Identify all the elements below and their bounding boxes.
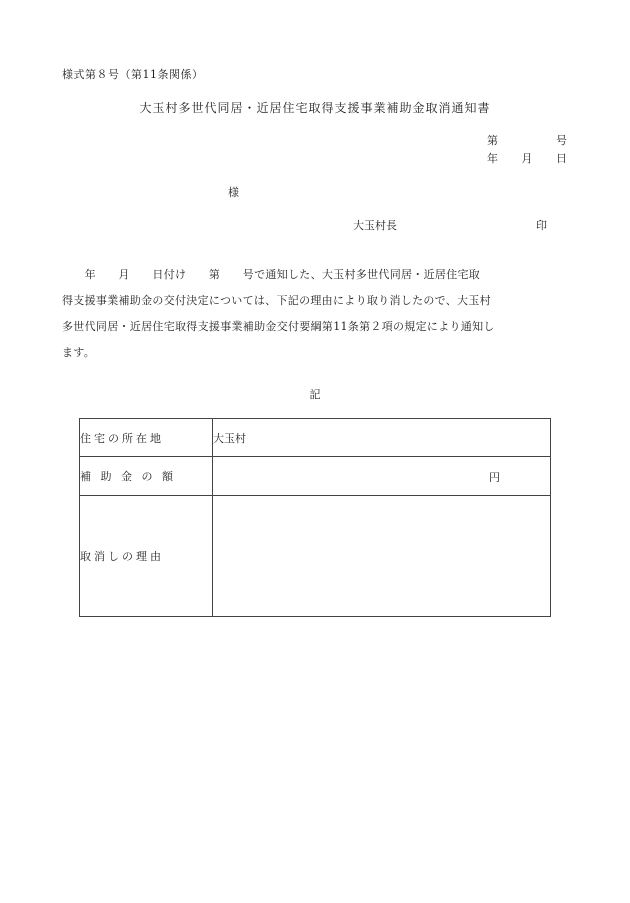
details-table [79,418,551,617]
table-row [80,496,551,617]
seal-mark: 印 [536,219,547,232]
doc-number-prefix: 第 [487,134,498,147]
address-label: 住宅の所在地 [80,419,213,457]
sender-name: 大玉村長 [353,219,397,232]
body-line: 年 月 日付け 第 号で通知した、大玉村多世代同居・近居住宅取 [62,268,481,281]
body-line: 多世代同居・近居住宅取得支援事業補助金交付要綱第11条第２項の規定により通知し [62,320,495,333]
date-year: 年 [487,152,498,165]
document-date [487,150,567,166]
address-value: 大玉村 [213,419,551,457]
form-identifier: 様式第８号（第11条関係） [62,68,204,81]
document-number [487,132,567,148]
record-heading: 記 [309,388,321,401]
table-row [80,419,551,457]
table-row [80,457,551,496]
amount-unit: 円 [489,471,500,484]
doc-number-suffix: 号 [556,134,567,147]
body-line: ます。 [62,346,96,359]
amount-cell [213,457,551,496]
date-day: 日 [556,152,567,165]
addressee-honorific: 様 [228,186,239,199]
reason-value [213,496,551,617]
body-line: 得支援事業補助金の交付決定については、下記の理由により取り消したので、大玉村 [62,294,491,307]
amount-label: 補 助 金 の 額 [80,457,213,496]
reason-label: 取消しの理由 [80,496,213,617]
date-month: 月 [521,152,533,165]
document-title: 大玉村多世代同居・近居住宅取得支援事業補助金取消通知書 [139,101,491,115]
notice-body [62,262,578,366]
